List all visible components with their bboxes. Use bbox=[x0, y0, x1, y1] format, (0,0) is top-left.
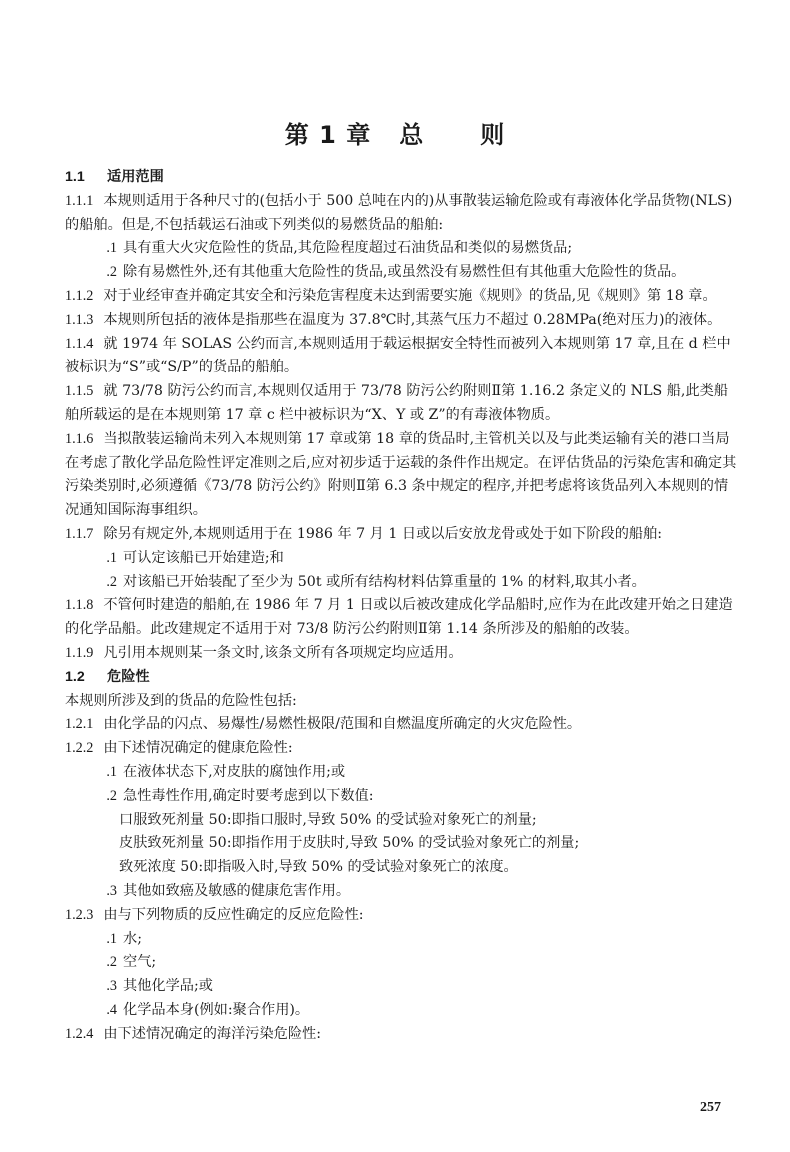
chapter-number: 第 1 章 bbox=[284, 121, 372, 149]
clause-1-1-7-item-2: .2 对该船已开始装配了至少为 50t 或所有结构材料估算重量的 1% 的材料,取其小者。 bbox=[106, 573, 646, 590]
section-heading-1-1: 1.1 适用范围 bbox=[65, 169, 164, 185]
section-1-2-intro: 本规则所涉及到的货品的危险性包括: bbox=[65, 692, 297, 709]
clause-1-2-2-item-3: .3 其他如致癌及敏感的健康危害作用。 bbox=[106, 882, 351, 899]
clause-1-2-2-sub-1: 口服致死剂量 50:即指口服时,导致 50% 的受试验对象死亡的剂量; bbox=[119, 811, 537, 828]
clause-1-1-1: 1.1.1 本规则适用于各种尺寸的(包括小于 500 总吨在内的)从事散装运输危险或有毒液体化学品货物(NLS)的船舶。但是,不包括载运石油或下列类似的易燃货品的船舶: bbox=[65, 192, 733, 233]
clause-1-2-2-sub-3: 致死浓度 50:即指吸入时,导致 50% 的受试验对象死亡的浓度。 bbox=[119, 859, 518, 876]
clause-1-2-3-item-4: .4 化学品本身(例如:聚合作用)。 bbox=[106, 1001, 310, 1018]
page-number: 257 bbox=[700, 1100, 721, 1115]
clause-1-1-1-item-2: .2 除有易燃性外,还有其他重大危险性的货品,或虽然没有易燃性但有其他重大危险性的货品。 bbox=[106, 264, 686, 281]
chapter-word-2: 则 bbox=[480, 121, 506, 149]
clause-1-1-7: 1.1.7 除另有规定外,本规则适用于在 1986 年 7 月 1 日或以后安放龙骨或处于如下阶段的船舶: bbox=[65, 525, 663, 542]
clause-1-1-8: 1.1.8 不管何时建造的船舶,在 1986 年 7 月 1 日或以后被改建成化学品船时,应作为在此改建开始之日建造的化学品船。此改建规定不适用于对 73/8 防污公约附则Ⅱ第 1.14 条所涉及的船舶的改装。 bbox=[65, 597, 733, 638]
clause-1-1-4: 1.1.4 就 1974 年 SOLAS 公约而言,本规则适用于载运根据安全特性而被列入本规则第 17 章,且在 d 栏中被标识为“S”或“S/P”的货品的船舶。 bbox=[65, 335, 731, 376]
clause-1-2-2-item-1: .1 在液体状态下,对皮肤的腐蚀作用;或 bbox=[106, 763, 346, 780]
clause-1-2-3-item-2: .2 空气; bbox=[106, 954, 157, 971]
page-body bbox=[65, 166, 737, 1046]
clause-1-2-3-item-1: .1 水; bbox=[106, 930, 142, 947]
clause-1-2-2-item-2: .2 急性毒性作用,确定时要考虑到以下数值: bbox=[106, 787, 374, 804]
clause-1-1-7-item-1: .1 可认定该船已开始建造;和 bbox=[106, 549, 284, 566]
clause-1-1-2: 1.1.2 对于业经审查并确定其安全和污染危害程度未达到需要实施《规则》的货品,见《规则》第 18 章。 bbox=[65, 287, 717, 304]
clause-1-2-3: 1.2.3 由与下列物质的反应性确定的反应危险性: bbox=[65, 906, 364, 923]
clause-1-2-4: 1.2.4 由下述情况确定的海洋污染危险性: bbox=[65, 1025, 321, 1042]
clause-1-1-5: 1.1.5 就 73/78 防污公约而言,本规则仅适用于 73/78 防污公约附则Ⅱ第 1.16.2 条定义的 NLS 船,此类船舶所载运的是在本规则第 17 章 c 栏中被标识为“X、Y 或 Z”的有毒液体物质。 bbox=[65, 383, 729, 423]
clause-1-2-2: 1.2.2 由下述情况确定的健康危险性: bbox=[65, 740, 293, 757]
chapter-word-1: 总 bbox=[399, 121, 425, 149]
clause-1-2-2-sub-2: 皮肤致死剂量 50:即指作用于皮肤时,导致 50% 的受试验对象死亡的剂量; bbox=[119, 835, 580, 852]
section-heading-1-2: 1.2 危险性 bbox=[65, 668, 150, 685]
clause-1-2-3-item-3: .3 其他化学品;或 bbox=[106, 978, 213, 995]
clause-1-1-3: 1.1.3 本规则所包括的液体是指那些在温度为 37.8℃时,其蒸气压力不超过 0.28MPa(绝对压力)的液体。 bbox=[65, 311, 722, 328]
clause-1-1-9: 1.1.9 凡引用本规则某一条文时,该条文所有各项规定均应适用。 bbox=[65, 644, 463, 661]
clause-1-1-6: 1.1.6 当拟散装运输尚未列入本规则第 17 章或第 18 章的货品时,主管机关以及与此类运输有关的港口当局在考虑了散化学品危险性评定准则之后,应对初步适于运载的条件作出规定。在评估货品的污染危害和确定其污染类别时,必须遵循《73/78 防污公约》附则Ⅱ第 6.3 条中规定的程序,并把考虑将该货品列入本规则的情况通知国际海事组织。 bbox=[65, 430, 737, 519]
clause-1-1-1-item-1: .1 具有重大火灾危险性的货品,其危险程度超过石油货品和类似的易燃货品; bbox=[106, 240, 573, 257]
clause-1-2-1: 1.2.1 由化学品的闪点、易爆性/易燃性极限/范围和自燃温度所确定的火灾危险性。 bbox=[65, 716, 582, 733]
chapter-title bbox=[0, 115, 790, 150]
